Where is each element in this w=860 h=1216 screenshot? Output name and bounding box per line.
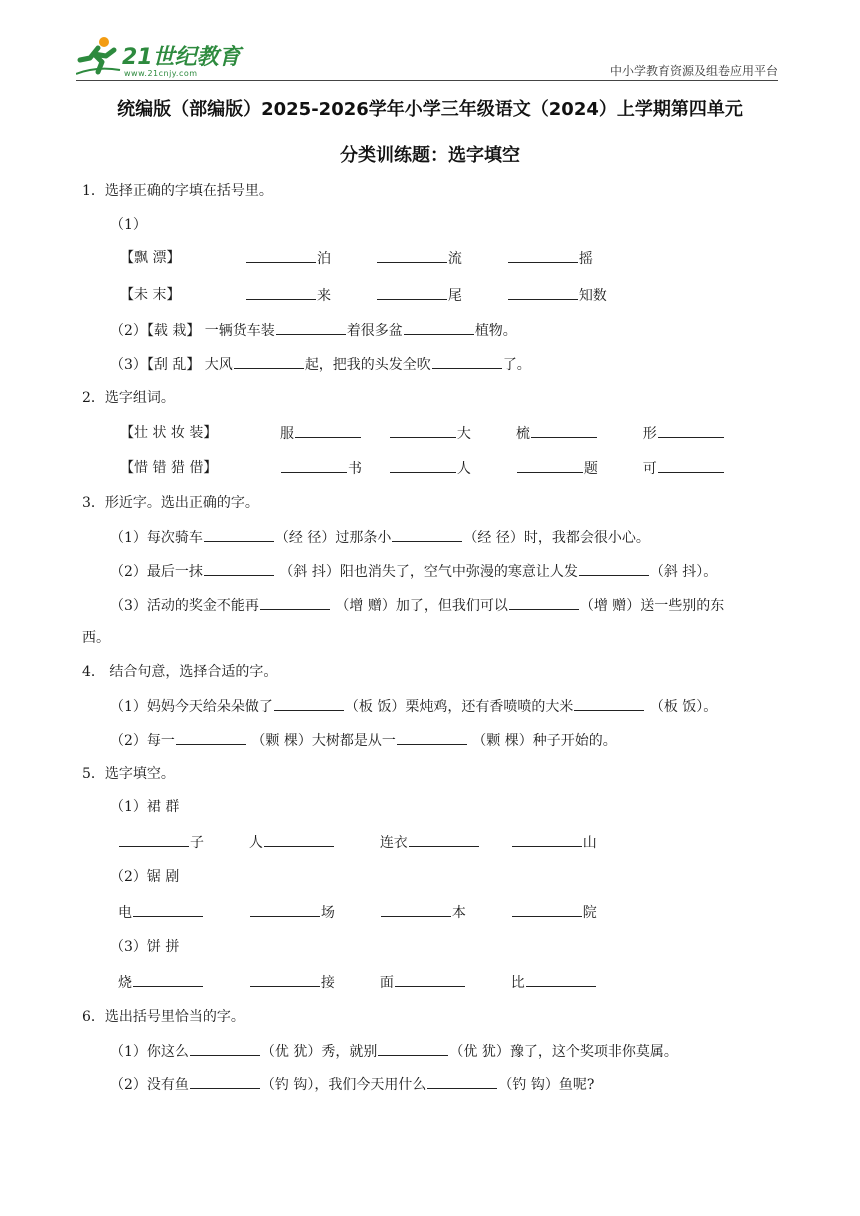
question-6-stem: 6．选出括号里恰当的字。 [82, 1009, 245, 1025]
word-part: 形 [642, 426, 657, 442]
text: （3）【刮 乱】 大风 [110, 357, 233, 373]
word-part: 书 [348, 461, 362, 477]
text: 植物。 [474, 323, 517, 339]
question-6-sub2 [110, 1074, 594, 1095]
answer-blank[interactable] [204, 561, 274, 576]
question-4-sub2 [110, 730, 617, 751]
header-divider [76, 80, 778, 81]
word-part: 流 [447, 251, 462, 267]
text: （增 赠）送一些别的东 [579, 598, 725, 614]
word-part: 来 [317, 288, 331, 304]
text: 了。 [502, 357, 531, 373]
answer-blank[interactable] [409, 832, 479, 847]
question-1-sub3 [110, 354, 531, 375]
word-part: 人 [456, 461, 471, 477]
answer-blank[interactable] [377, 285, 447, 300]
word-part: 院 [582, 905, 597, 921]
question-2-row-2-items [280, 458, 725, 479]
question-1-stem: 1．选择正确的字填在括号里。 [82, 183, 273, 199]
answer-blank[interactable] [509, 595, 579, 610]
answer-blank[interactable] [512, 902, 582, 917]
word-part: 摇 [578, 251, 593, 267]
word-part: 电 [118, 905, 132, 921]
answer-blank[interactable] [250, 902, 320, 917]
text: （板 饭）。 [645, 699, 718, 715]
text: （1）每次骑车 [110, 530, 203, 546]
answer-blank[interactable] [378, 1041, 448, 1056]
logo [76, 36, 246, 82]
question-4-sub1 [110, 696, 717, 717]
question-5-group-3-label: （3）饼 拼 [110, 939, 180, 955]
word-part: 知数 [578, 288, 607, 304]
page-subtitle: 分类训练题：选字填空 [340, 145, 520, 166]
question-1-row-2 [120, 285, 180, 305]
answer-blank[interactable] [512, 832, 582, 847]
page-title: 统编版（部编版）2025-2026学年小学三年级语文（2024）上学期第四单元 [117, 99, 743, 120]
question-5-stem: 5．选字填空。 [82, 766, 175, 782]
word-part: 梳 [515, 426, 530, 442]
page-header [76, 30, 778, 82]
answer-blank[interactable] [432, 354, 502, 369]
text: （板 饭）栗炖鸡，还有香喷喷的大米 [344, 699, 574, 715]
word-part: 人 [248, 835, 263, 851]
answer-blank[interactable] [133, 972, 203, 987]
question-2-row-2-group: 【惜 错 猎 借】 [120, 460, 218, 476]
text: （2）每一 [110, 733, 175, 749]
answer-blank[interactable] [390, 458, 456, 473]
question-6-sub1 [110, 1041, 678, 1062]
answer-blank[interactable] [658, 458, 724, 473]
text: （1）你这么 [110, 1044, 189, 1060]
logo-text: 21世纪教育 [122, 45, 241, 70]
answer-blank[interactable] [119, 832, 189, 847]
answer-blank[interactable] [377, 248, 447, 263]
text: （钓 钩），我们今天用什么 [260, 1077, 427, 1093]
word-part: 烧 [118, 975, 132, 991]
answer-blank[interactable] [658, 423, 724, 438]
answer-blank[interactable] [390, 423, 456, 438]
word-part: 山 [582, 835, 597, 851]
question-2-row-1-items [280, 423, 725, 444]
question-3-sub3 [110, 595, 724, 616]
question-5-group-2-label: （2）锯 剧 [110, 869, 180, 885]
answer-blank[interactable] [176, 730, 246, 745]
word-part: 服 [280, 426, 294, 442]
question-3-sub3-continued: 西。 [82, 630, 110, 646]
word-part: 接 [320, 975, 335, 991]
question-5-group-3-items [118, 972, 597, 993]
word-part: 子 [190, 835, 204, 851]
answer-blank[interactable] [508, 285, 578, 300]
answer-blank[interactable] [574, 696, 644, 711]
word-part: 场 [320, 905, 335, 921]
question-5-group-1-label: （1）裙 群 [110, 799, 180, 815]
answer-blank[interactable] [250, 972, 320, 987]
question-2-stem: 2．选字组词。 [82, 390, 175, 406]
text: （斜 抖）。 [649, 564, 718, 580]
text: （钓 钩）鱼呢? [498, 1077, 595, 1093]
answer-blank[interactable] [276, 320, 346, 335]
answer-blank[interactable] [260, 595, 330, 610]
answer-blank[interactable] [397, 730, 467, 745]
word-part: 可 [642, 461, 657, 477]
answer-blank[interactable] [190, 1074, 260, 1089]
word-part: 尾 [447, 288, 462, 304]
word-part: 题 [583, 461, 598, 477]
word-part: 大 [456, 426, 471, 442]
answer-blank[interactable] [133, 902, 203, 917]
text: （经 径）时，我都会很小心。 [463, 530, 650, 546]
answer-blank[interactable] [392, 527, 462, 542]
answer-blank[interactable] [246, 248, 316, 263]
char-group: 【未 末】 [120, 287, 181, 303]
text: （1）妈妈今天给朵朵做了 [110, 699, 273, 715]
answer-blank[interactable] [281, 458, 347, 473]
char-group: 【飘 漂】 [120, 250, 181, 266]
question-5-group-2-items [118, 902, 597, 923]
answer-blank[interactable] [246, 285, 316, 300]
answer-blank[interactable] [274, 696, 344, 711]
answer-blank[interactable] [234, 354, 304, 369]
answer-blank[interactable] [204, 527, 274, 542]
text: 着很多盆 [346, 323, 403, 339]
answer-blank[interactable] [531, 423, 597, 438]
answer-blank[interactable] [295, 423, 361, 438]
word-part: 比 [510, 975, 525, 991]
word-part: 本 [451, 905, 466, 921]
answer-blank[interactable] [264, 832, 334, 847]
question-3-sub1 [110, 527, 650, 548]
question-1-row-1 [120, 248, 180, 268]
text: （2）【载 栽】 一辆货车装 [110, 323, 275, 339]
question-2-row-1-group: 【壮 状 妆 装】 [120, 425, 218, 441]
answer-blank[interactable] [381, 902, 451, 917]
answer-blank[interactable] [579, 561, 649, 576]
text: （优 犹）秀，就别 [260, 1044, 378, 1060]
question-1-row-1-items [245, 248, 593, 269]
question-3-stem: 3．形近字。选出正确的字。 [82, 495, 259, 511]
question-5-group-1-items [118, 832, 597, 853]
text: （3）活动的奖金不能再 [110, 598, 259, 614]
answer-blank[interactable] [395, 972, 465, 987]
text: （增 赠）加了，但我们可以 [330, 598, 508, 614]
question-1-sub1-label: （1） [110, 217, 147, 233]
runner-logo-icon [76, 36, 122, 76]
answer-blank[interactable] [526, 972, 596, 987]
question-4-stem: 4． 结合句意，选择合适的字。 [82, 664, 278, 680]
text: （优 犹）豫了，这个奖项非你莫属。 [449, 1044, 678, 1060]
answer-blank[interactable] [517, 458, 583, 473]
word-part: 泊 [317, 251, 331, 267]
word-part: 面 [379, 975, 394, 991]
answer-blank[interactable] [508, 248, 578, 263]
text: （2）没有鱼 [110, 1077, 189, 1093]
text: （斜 抖）阳也消失了，空气中弥漫的寒意让人发 [274, 564, 578, 580]
platform-label: 中小学教育资源及组卷应用平台 [609, 64, 778, 78]
question-1-sub2 [110, 320, 517, 341]
text: 起，把我的头发全吹 [304, 357, 431, 373]
text: （2）最后一抹 [110, 564, 203, 580]
answer-blank[interactable] [404, 320, 474, 335]
answer-blank[interactable] [427, 1074, 497, 1089]
text: （经 径）过那条小 [274, 530, 392, 546]
word-part: 连衣 [379, 835, 408, 851]
answer-blank[interactable] [190, 1041, 260, 1056]
text: （颗 棵）种子开始的。 [467, 733, 617, 749]
logo-url: www.21cnjy.com [124, 69, 198, 78]
question-3-sub2 [110, 561, 717, 582]
question-1-row-2-items [245, 285, 607, 306]
text: （颗 棵）大树都是从一 [246, 733, 396, 749]
